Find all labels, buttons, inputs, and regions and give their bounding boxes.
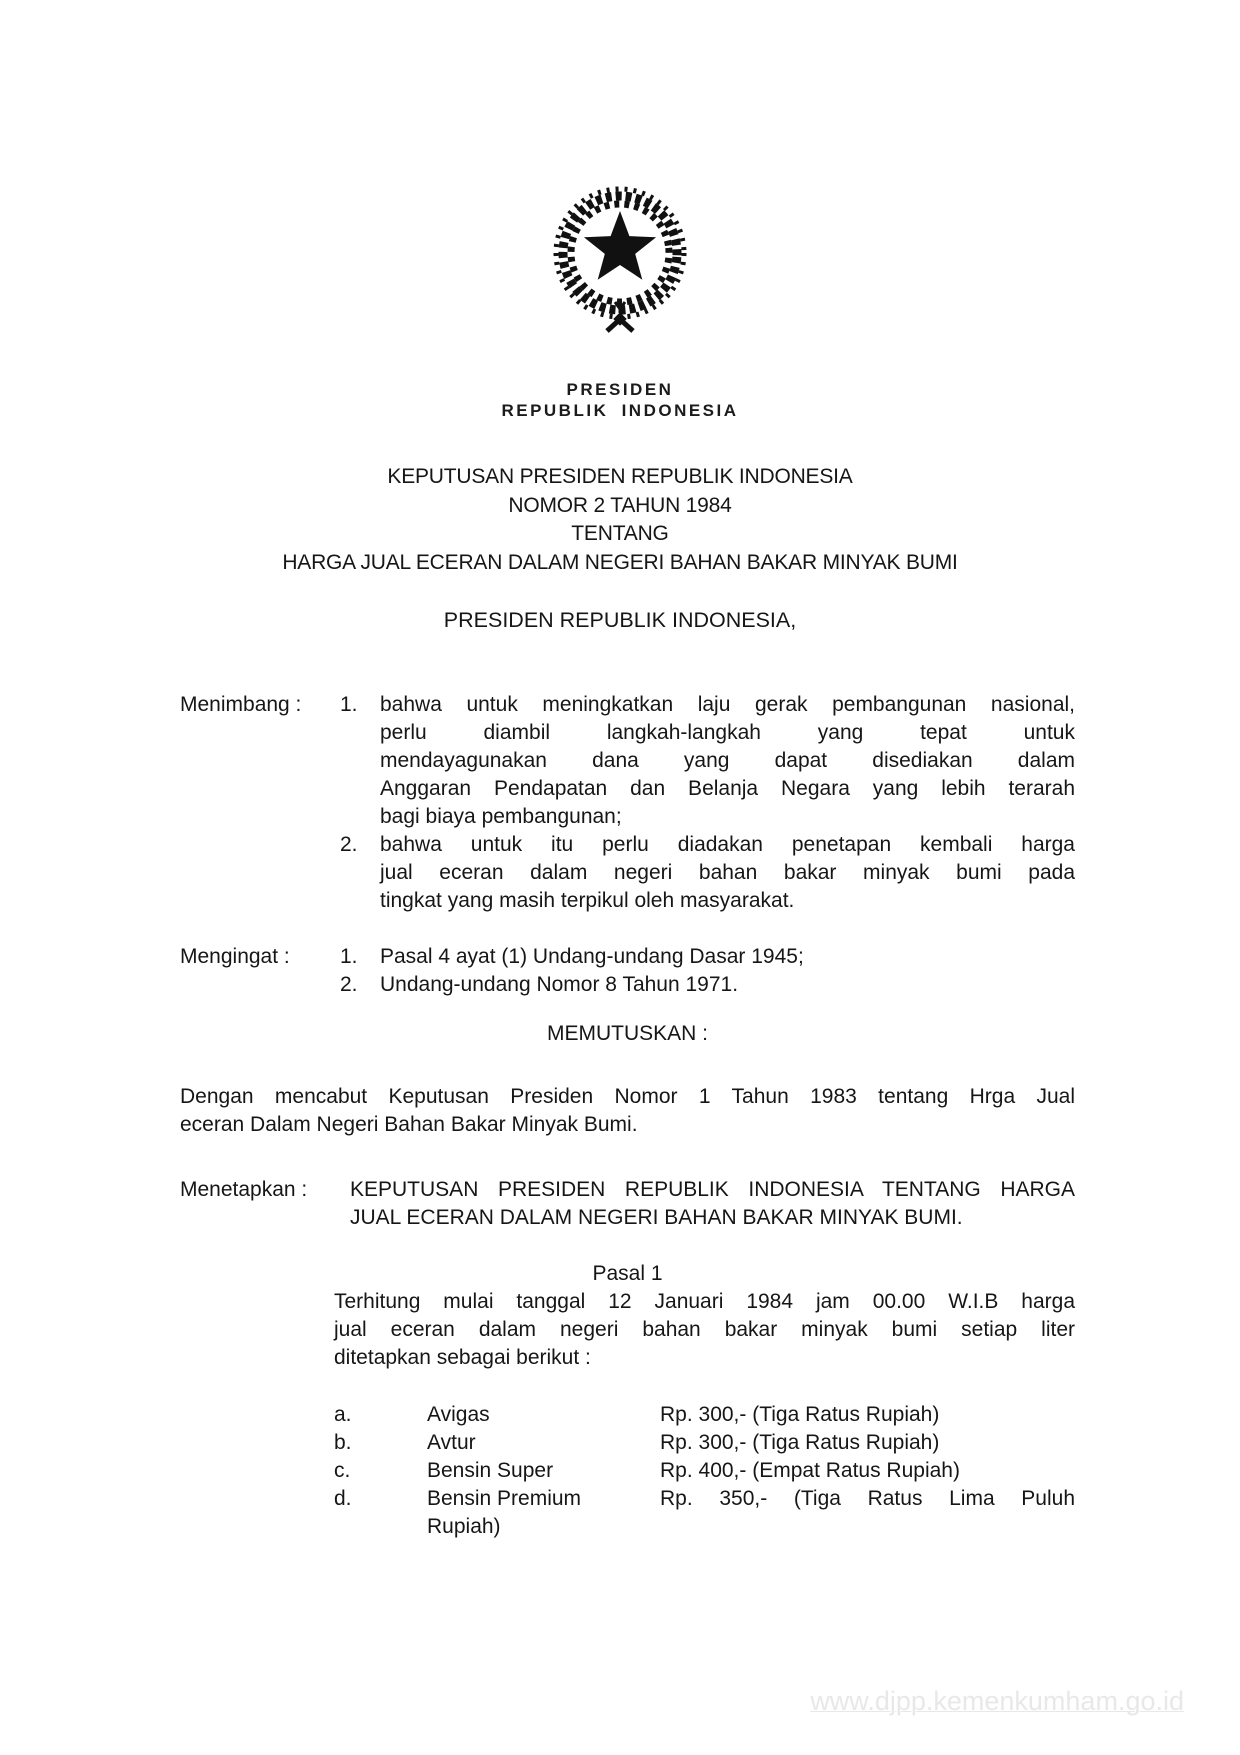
text-line: bahwa untuk meningkatkan laju gerak pembangunan nasional, [380,693,1075,716]
title-line3: TENTANG [571,522,669,545]
fuel-name: Bensin Premium [427,1487,582,1510]
fuel-name: Bensin Super [427,1459,554,1482]
pasal-1-intro [334,1288,1075,1372]
text-line: jual eceran dalam negeri bahan bakar minyak bumi setiap liter [334,1318,1075,1341]
menetapkan-label: Menetapkan : [180,1178,308,1201]
item-text [380,831,1075,915]
decree-title [0,463,1240,577]
section-mengingat [180,943,1075,999]
text-line: bahwa untuk itu perlu diadakan penetapan kembali harga [380,833,1075,856]
item-number: 2. [340,833,358,856]
mengingat-item-2 [340,971,1075,999]
memutuskan-heading: MEMUTUSKAN : [546,1022,708,1045]
price-letter: c. [334,1459,351,1482]
mengingat-item-1 [340,943,1075,971]
price-letter: b. [334,1431,352,1454]
watermark-url: www.djpp.kemenkumham.go.id [810,1686,1184,1716]
item-text: Pasal 4 ayat (1) Undang-undang Dasar 1945; [380,945,804,968]
text-line: perlu diambil langkah-langkah yang tepat untuk [380,721,1075,744]
text-line: jual eceran dalam negeri bahan bakar minyak bumi pada [380,861,1075,884]
mengingat-items [340,943,1075,999]
menimbang-item-2 [340,831,1075,915]
menetapkan-text [350,1176,1075,1232]
fuel-name: Avtur [427,1431,476,1454]
price-letter-empty [334,1513,427,1541]
text-line: Dengan mencabut Keputusan Presiden Nomor 1 Tahun 1983 tentang Hrga Jual [180,1085,1075,1108]
item-text [380,691,1075,831]
text-line: Terhitung mulai tanggal 12 Januari 1984 jam 00.00 W.I.B harga [334,1290,1075,1313]
star-icon [584,211,656,280]
title-line2: NOMOR 2 TAHUN 1984 [508,493,732,517]
document-body [0,691,1240,1541]
mengingat-label: Mengingat : [180,945,290,968]
letterhead-line1: PRESIDEN [566,380,674,399]
pasal-1-body [334,1288,1075,1541]
title-line1: KEPUTUSAN PRESIDEN REPUBLIK INDONESIA [387,465,853,488]
fuel-price: Rp. 400,- (Empat Ratus Rupiah) [660,1459,960,1482]
fuel-price-empty [660,1513,1075,1541]
item-number: 1. [340,693,358,716]
item-number: 2. [340,973,358,996]
fuel-price: Rp. 300,- (Tiga Ratus Rupiah) [660,1431,940,1454]
text-line: bagi biaya pembangunan; [380,805,622,828]
fuel-name: Avigas [427,1403,490,1426]
item-number: 1. [340,945,358,968]
menimbang-items [340,691,1075,915]
pasal-1-heading: Pasal 1 [592,1262,663,1285]
presidential-seal [545,175,695,353]
price-letter: a. [334,1403,352,1426]
item-text: Undang-undang Nomor 8 Tahun 1971. [380,973,739,996]
mencabut-paragraph [180,1083,1075,1139]
menimbang-label: Menimbang : [180,693,302,716]
text-line: eceran Dalam Negeri Bahan Bakar Minyak Bumi. [180,1113,638,1136]
fuel-price: Rp. 350,- (Tiga Ratus Lima Puluh [660,1487,1075,1510]
text-line: KEPUTUSAN PRESIDEN REPUBLIK INDONESIA TENTANG HARGA [350,1178,1075,1201]
text-line: mendayagunakan dana yang dapat disediakan dalam [380,749,1075,772]
decree-subtitle: PRESIDEN REPUBLIK INDONESIA, [443,608,797,632]
section-menimbang [180,691,1075,915]
fuel-price-wrap: Rupiah) [427,1515,501,1538]
fuel-price-list [334,1401,1075,1541]
fuel-price: Rp. 300,- (Tiga Ratus Rupiah) [660,1403,940,1426]
text-line: JUAL ECERAN DALAM NEGERI BAHAN BAKAR MINYAK BUMI. [350,1206,963,1229]
letterhead-line2: REPUBLIK INDONESIA [501,401,739,420]
text-line: Anggaran Pendapatan dan Belanja Negara yang lebih terarah [380,777,1075,800]
letterhead [0,379,1240,421]
title-line4: HARGA JUAL ECERAN DALAM NEGERI BAHAN BAKAR MINYAK BUMI [282,550,958,574]
seal-wreath-star-icon [545,175,695,345]
section-menetapkan [180,1176,1075,1232]
price-letter: d. [334,1487,352,1510]
text-line: tingkat yang masih terpikul oleh masyarakat. [380,889,795,912]
text-line: ditetapkan sebagai berikut : [334,1346,591,1369]
menimbang-item-1 [340,691,1075,831]
